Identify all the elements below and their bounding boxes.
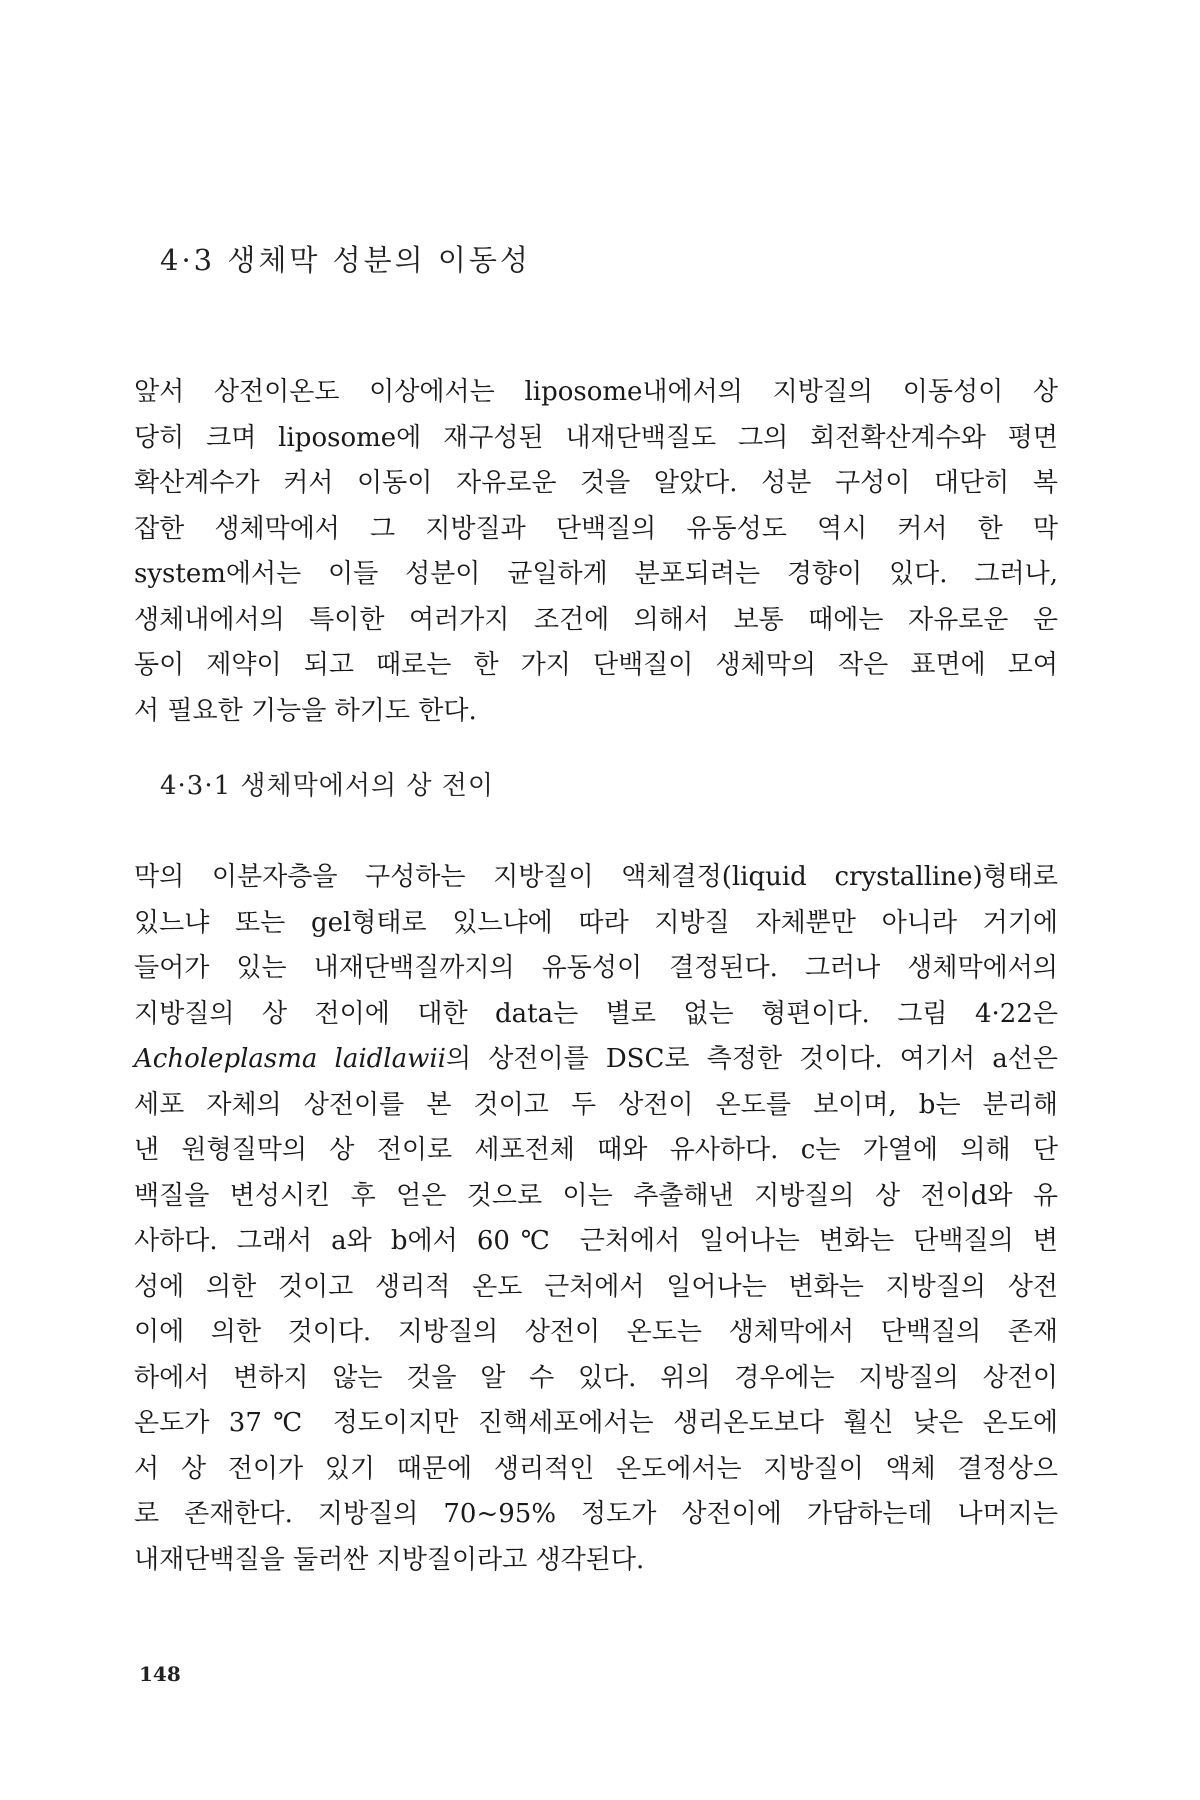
text-line: 들어가 있는 내재단백질까지의 유동성이 결정된다. 그러나 생체막에서의 <box>134 953 1058 983</box>
text-line: system에서는 이들 성분이 균일하게 분포되려는 경향이 있다. 그러나, <box>134 559 1058 589</box>
text-line: 서 필요한 기능을 하기도 한다. <box>134 695 477 726</box>
text-line: 있느냐 또는 gel형태로 있느냐에 따라 지방질 자체뿐만 아니라 거기에 <box>134 907 1058 938</box>
text-line: 온도가 37℃ 정도이지만 진핵세포에서는 생리온도보다 훨신 낮은 온도에 <box>134 1408 1058 1438</box>
text-line: 이에 의한 것이다. 지방질의 상전이 온도는 생체막에서 단백질의 존재 <box>134 1317 1058 1347</box>
page-number: 148 <box>139 1662 181 1686</box>
text-line: 로 존재한다. 지방질의 70~95% 정도가 상전이에 가담하는데 나머지는 <box>134 1499 1058 1529</box>
text-line: 잡한 생체막에서 그 지방질과 단백질의 유동성도 역시 커서 한 막 <box>134 513 1058 544</box>
text-line: 당히 크며 liposome에 재구성된 내재단백질도 그의 회전확산계수와 평면 <box>134 422 1058 453</box>
text-line: 서 상 전이가 있기 때문에 생리적인 온도에서는 지방질이 액체 결정상으 <box>134 1453 1058 1484</box>
text-line: 세포 자체의 상전이를 본 것이고 두 상전이 온도를 보이며, b는 분리해 <box>134 1089 1058 1120</box>
section-title: 4·3 생체막 성분의 이동성 <box>160 243 531 277</box>
paragraph-1 <box>134 370 1058 734</box>
text-line: 지방질의 상 전이에 대한 data는 별로 없는 형편이다. 그림 4·22은 <box>134 998 1058 1029</box>
text-line: 낸 원형질막의 상 전이로 세포전체 때와 유사하다. c는 가열에 의해 단 <box>134 1135 1058 1165</box>
species-name: Acholeplasma laidlawii <box>134 1044 446 1074</box>
text-line: 백질을 변성시킨 후 얻은 것으로 이는 추출해낸 지방질의 상 전이d와 유 <box>134 1180 1058 1211</box>
subsection-title: 4·3·1 생체막에서의 상 전이 <box>160 771 494 801</box>
text-line-species <box>134 1037 1058 1083</box>
text-line: 확산계수가 커서 이동이 자유로운 것을 알았다. 성분 구성이 대단히 복 <box>134 468 1058 498</box>
species-line-rest: 의 상전이를 DSC로 측정한 것이다. 여기서 a선은 <box>446 1044 1058 1074</box>
text-line: 하에서 변하지 않는 것을 알 수 있다. 위의 경우에는 지방질의 상전이 <box>134 1362 1058 1393</box>
text-line: 동이 제약이 되고 때로는 한 가지 단백질이 생체막의 작은 표면에 모여 <box>134 650 1058 680</box>
text-line: 생체내에서의 특이한 여러가지 조건에 의해서 보통 때에는 자유로운 운 <box>134 604 1058 635</box>
text-line: 앞서 상전이온도 이상에서는 liposome내에서의 지방질의 이동성이 상 <box>134 377 1058 407</box>
text-line: 성에 의한 것이고 생리적 온도 근처에서 일어나는 변화는 지방질의 상전 <box>134 1271 1058 1302</box>
text-line: 사하다. 그래서 a와 b에서 60℃ 근처에서 일어나는 변화는 단백질의 변 <box>134 1226 1058 1256</box>
text-line: 막의 이분자층을 구성하는 지방질이 액체결정(liquid crystalline)형태로 <box>134 862 1058 892</box>
text-line: 내재단백질을 둘러싼 지방질이라고 생각된다. <box>134 1544 645 1575</box>
paragraph-2 <box>134 855 1058 1583</box>
